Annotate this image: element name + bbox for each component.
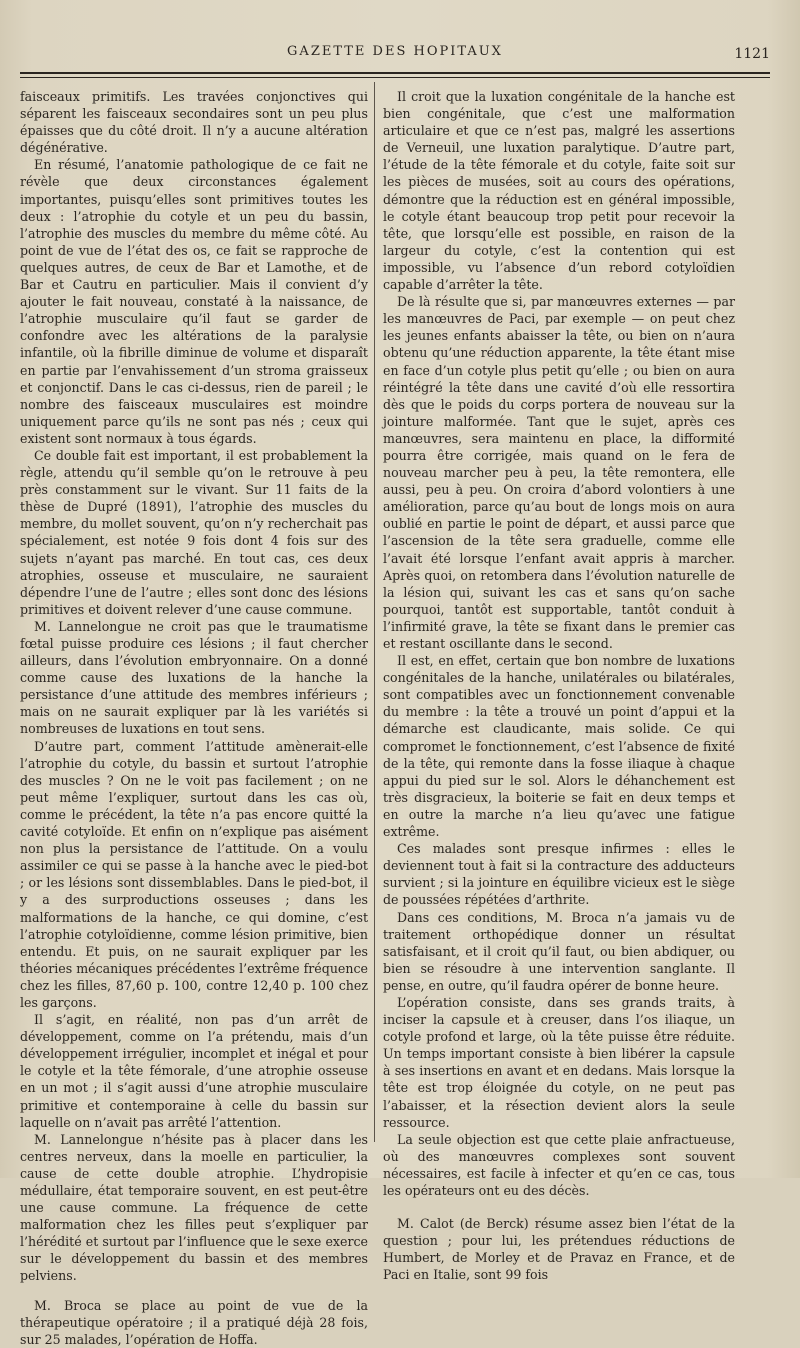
paragraph: Il est, en effet, certain que bon nombre de luxations congénitales de la hanche, unilatérales ou bilatérales, sont compatibles avec un fonctionnement convenable du membre : la tête a trouvé un point d’appui et la démarche est claudicante, mais solide. Ce qui compromet le fonctionnement, c’est l’absence de fixité de la tête, qui remonte dans la fosse iliaque à chaque appui du pied sur le sol. Alors le déhanchement est très disgracieux, la boiterie se fait en deux temps et en outre la marche n’a lieu qu’avec une fatigue extrême. [383,653,735,840]
paragraph: De là résulte que si, par manœuvres externes — par les manœuvres de Paci, par exemple — on peut chez les jeunes enfants abaisser la tête, ou bien on n’aura obtenu qu’une réduction apparente, la tête étant mise en face d’un cotyle plus petit qu’elle ; ou bien on aura réintégré la tête dans une cavité d’où elle ressortira dès que le poids du corps portera de nouveau sur la jointure malformée. Tant que le sujet, après ces manœuvres, sera maintenu en place, la difformité pourra être corrigée, mais quand on le fera de nouveau marcher peu à peu, la tête remontera, elle aussi, peu à peu. On croira d’abord volontiers à une amélioration, parce qu’au bout de longs mois on aura oublié en partie le point de départ, et aussi parce que l’ascension de la tête sera graduelle, comme elle l’avait été lorsque l’enfant avait appris à marcher. Après quoi, on retombera dans l’évolution naturelle de la lésion qui, suivant les cas et sans qu’on sache pourquoi, tantôt est supportable, tantôt conduit à l’infirmité grave, la tête se fixant dans le premier cas et restant oscillante dans le second. [383,294,735,651]
header-rule-thick [20,72,770,74]
paragraph: D’autre part, comment l’attitude amènerait-elle l’atrophie du cotyle, du bassin et surtout l’atrophie des muscles ? On ne le voit pas facilement ; on ne peut même l’expliquer, surtout dans les cas où, comme le précédent, la tête n’a pas encore quitté la cavité cotyloïde. Et enfin on n’explique pas aisément non plus la persistance de l’attitude. On a voulu assimiler ce qui se passe à la hanche avec le pied-bot ; or les lésions sont dissemblables. Dans le pied-bot, il y a des surproductions osseuses ; dans les malformations de la hanche, ce qui domine, c’est l’atrophie cotyloïdienne, comme lésion primitive, bien entendu. Et puis, on ne saurait expliquer par les théories mécaniques précédentes l’extrême fréquence chez les filles, 87,60 p. 100, contre 12,40 p. 100 chez les garçons. [20,738,368,1010]
left-column [20,88,368,1348]
paragraph: Dans ces conditions, M. Broca n’a jamais vu de traitement orthopédique donner un résultat satisfaisant, et il croit qu’il faut, ou bien abdiquer, ou bien se résoudre à une intervention sanglante. Il pense, en outre, qu’il faudra opérer de bonne heure. [383,909,735,993]
paragraph: M. Broca se place au point de vue de la thérapeutique opératoire ; il a pratiqué déjà 28 fois, sur 25 malades, l’opération de Hoffa. [20,1297,368,1347]
paragraph: L’opération consiste, dans ses grands traits, à inciser la capsule et à creuser, dans l’os iliaque, un cotyle profond et large, où la tête puisse être réduite. Un temps important consiste à bien libérer la capsule à ses insertions en avant et en dedans. Mais lorsque la tête est trop éloignée du cotyle, on ne peut pas l’abaisser, et la résection devient alors la seule ressource. [383,994,735,1130]
column-divider [374,82,375,1142]
page-number: 1121 [734,46,770,62]
paragraph: En résumé, l’anatomie pathologique de ce fait ne révèle que deux circonstances également importantes, puisqu’elles sont primitives toutes les deux : l’atrophie du cotyle et un peu du bassin, l’atrophie des muscles du membre du même côté. Au point de vue de l’état des os, ce fait se rapproche de quelques autres, de ceux de Bar et Lamothe, et de Bar et Cautru en particulier. Mais il convient d’y ajouter le fait nouveau, constaté à la naissance, de l’atrophie musculaire qu’il faut se garder de confondre avec les altérations de la paralysie infantile, où la fibrille diminue de volume et disparaît en partie par l’envahissement d’un stroma graisseux et conjonctif. Dans le cas ci-dessus, rien de pareil ; le nombre des faisceaux musculaires est moindre uniquement parce qu’ils ne sont pas nés ; ceux qui existent sont normaux à tous égards. [20,157,368,446]
paragraph: M. Lannelongue ne croit pas que le traumatisme fœtal puisse produire ces lésions ; il faut chercher ailleurs, dans l’évolution embryonnaire. On a donné comme cause des luxations de la hanche la persistance d’une attitude des membres inférieurs ; mais on ne saurait expliquer par là les variétés si nombreuses de luxations en tout sens. [20,618,368,737]
page-header [20,44,770,66]
paragraph: Il croit que la luxation congénitale de la hanche est bien congénitale, que c’est une malformation articulaire et que ce n’est pas, malgré les assertions de Verneuil, une luxation paralytique. D’autre part, l’étude de la tête fémorale et du cotyle, faite soit sur les pièces de musées, soit au cours des opérations, démontre que la réduction est en général impossible, le cotyle étant beaucoup trop petit pour recevoir la tête, que lorsqu’elle est possible, en raison de la largeur du cotyle, c’est la contention qui est impossible, vu l’absence d’un rebord cotyloïdien capable d’arrêter la tête. [383,89,735,293]
paragraph: Ce double fait est important, il est probablement la règle, attendu qu’il semble qu’on le retrouve à peu près constamment sur le vivant. Sur 11 faits de la thèse de Dupré (1891), l’atrophie des muscles du membre, du mollet souvent, qu’on n’y recherchait pas spécialement, est notée 9 fois dont 4 fois sur des sujets n’ayant pas marché. En tout cas, ces deux atrophies, osseuse et musculaire, ne sauraient dépendre l’une de l’autre ; elles sont donc des lésions primitives et doivent relever d’une cause commune. [20,447,368,617]
paragraph: Il s’agit, en réalité, non pas d’un arrêt de développement, comme on l’a prétendu, mais d’un développement irrégulier, incomplet et inégal et pour le cotyle et la tête fémorale, d’une atrophie osseuse en un mot ; il s’agit aussi d’une atrophie musculaire primitive et contemporaine à celle du bassin sur laquelle on n’avait pas arrêté l’attention. [20,1012,368,1130]
right-column [383,88,735,1283]
journal-title: GAZETTE DES HOPITAUX [287,44,503,59]
paragraph: faisceaux primitifs. Les travées conjonctives qui séparent les faisceaux secondaires sont un peu plus épaisses que du côté droit. Il n’y a aucune altération dégénérative. [20,89,368,156]
header-rule-thin [20,77,770,78]
paragraph: M. Calot (de Berck) résume assez bien l’état de la question ; pour lui, les prétendues réductions de Humbert, de Morley et de Pravaz en France, et de Paci en Italie, sont 99 fois [383,1216,735,1283]
paragraph: M. Lannelongue n’hésite pas à placer dans les centres nerveux, dans la moelle en particulier, la cause de cette double atrophie. L’hydropisie médullaire, état temporaire souvent, en est peut-être une cause commune. La fréquence de cette malformation chez les filles peut s’expliquer par l’hérédité et surtout par l’influence que le sexe exerce sur le développement du bassin et des membres pelviens. [20,1131,368,1284]
paragraph: Ces malades sont presque infirmes : elles le deviennent tout à fait si la contracture des adducteurs survient ; si la jointure en équilibre vicieux est le siège de poussées répétées d’arthrite. [383,841,735,908]
paragraph: La seule objection est que cette plaie anfractueuse, où des manœuvres complexes sont souvent nécessaires, est facile à infecter et qu’en ce cas, tous les opérateurs ont eu des décès. [383,1131,735,1198]
